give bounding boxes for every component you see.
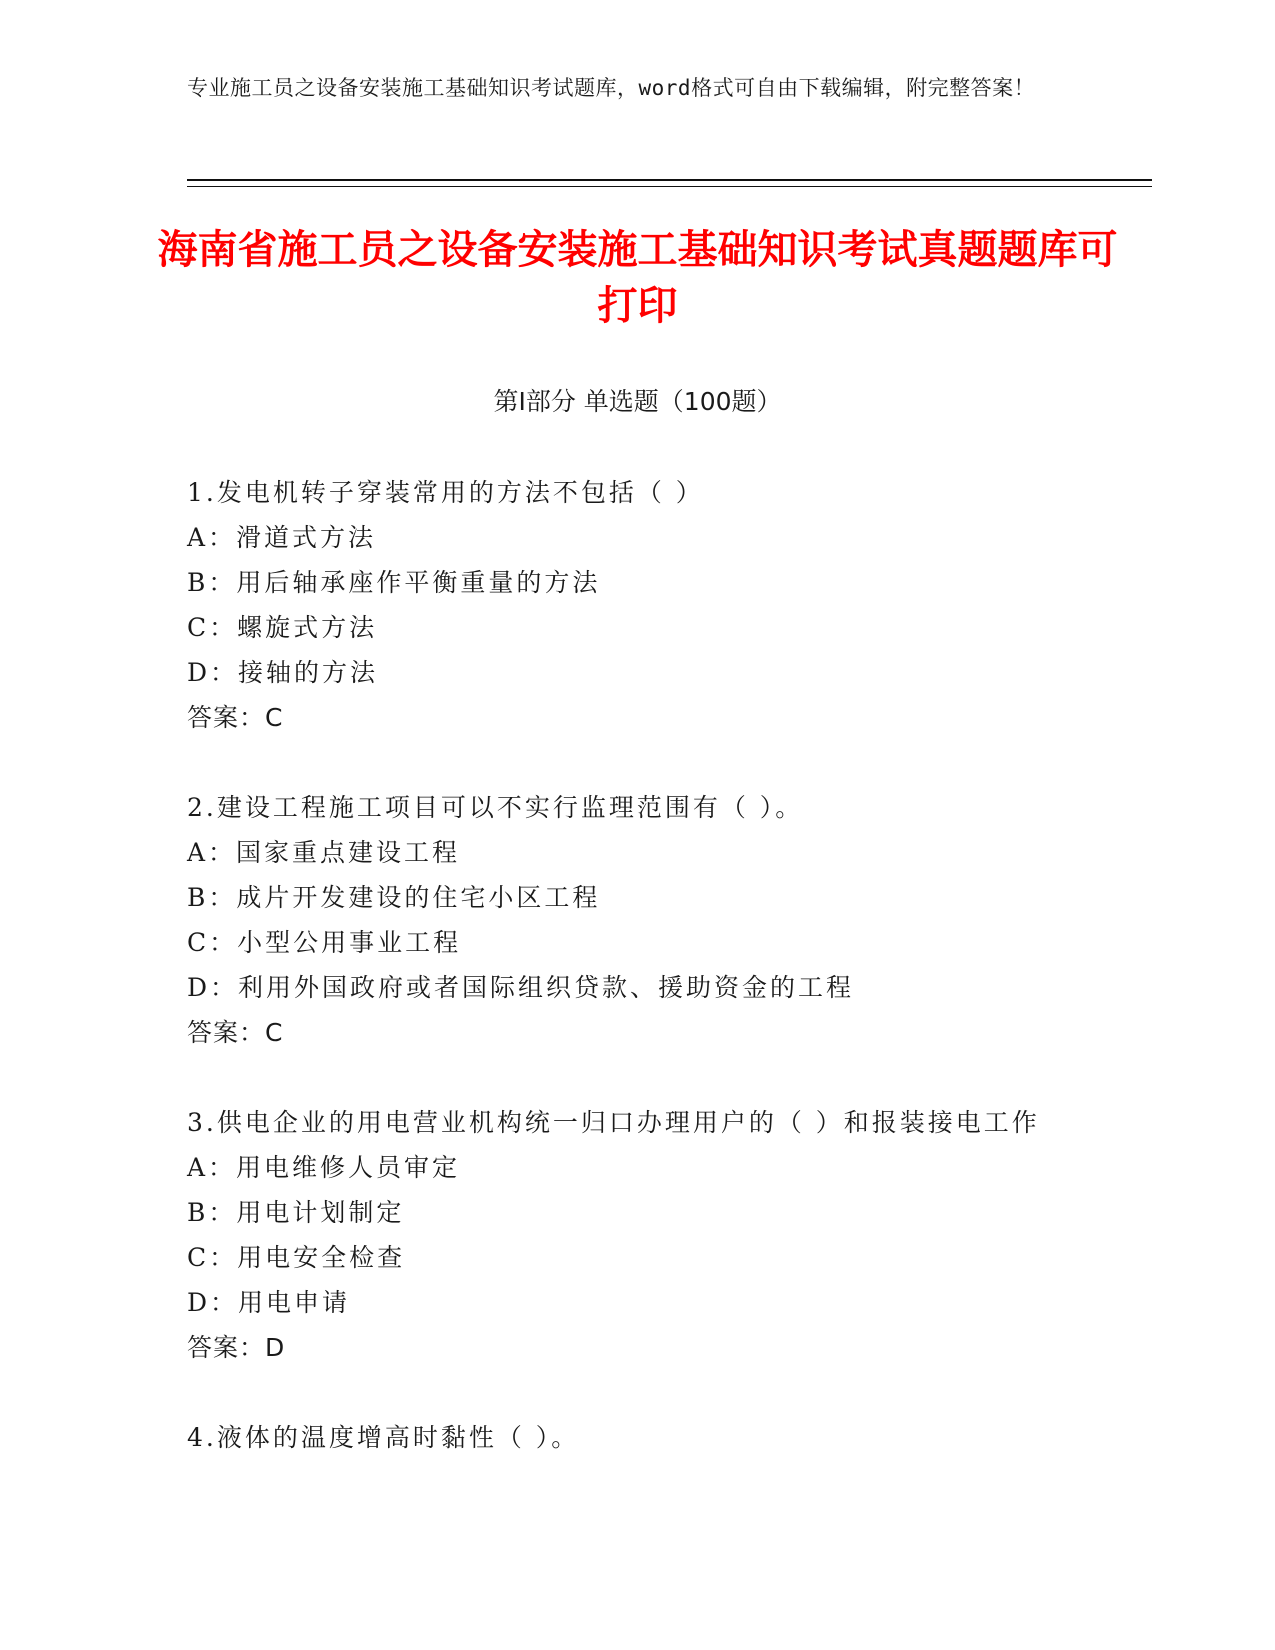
question-list — [187, 470, 1167, 1505]
question-stem: 4.液体的温度增高时黏性（ ）。 — [187, 1423, 580, 1452]
option-d: D：接轴的方法 — [187, 658, 379, 687]
question-2 — [187, 785, 1167, 1055]
option-c: C：小型公用事业工程 — [187, 928, 462, 957]
question-3 — [187, 1100, 1167, 1370]
option-d: D：用电申请 — [187, 1288, 351, 1317]
option-b: B：用后轴承座作平衡重量的方法 — [187, 568, 601, 597]
option-a: A：国家重点建设工程 — [187, 838, 461, 867]
header-rule-thin — [187, 186, 1152, 187]
option-b: B：成片开发建设的住宅小区工程 — [187, 883, 601, 912]
option-d: D：利用外国政府或者国际组织贷款、援助资金的工程 — [187, 973, 855, 1002]
answer-line: 答案：C — [187, 703, 284, 732]
question-stem: 1.发电机转子穿装常用的方法不包括（ ） — [187, 478, 704, 507]
answer-line: 答案：C — [187, 1018, 284, 1047]
header-note: 专业施工员之设备安装施工基础知识考试题库，word格式可自由下载编辑，附完整答案！ — [187, 76, 1036, 100]
document-title: 海南省施工员之设备安装施工基础知识考试真题题库可打印 — [157, 227, 1118, 329]
option-c: C：螺旋式方法 — [187, 613, 378, 642]
option-c: C：用电安全检查 — [187, 1243, 406, 1272]
section-heading: 第Ⅰ部分 单选题（100题） — [493, 387, 782, 416]
option-a: A：滑道式方法 — [187, 523, 377, 552]
question-stem: 2.建设工程施工项目可以不实行监理范围有（ ）。 — [187, 793, 804, 822]
option-a: A：用电维修人员审定 — [187, 1153, 461, 1182]
question-1 — [187, 470, 1167, 740]
answer-line: 答案：D — [187, 1333, 286, 1362]
question-4 — [187, 1415, 1167, 1460]
question-stem: 3.供电企业的用电营业机构统一归口办理用户的（ ）和报装接电工作 — [187, 1108, 1040, 1137]
option-b: B：用电计划制定 — [187, 1198, 405, 1227]
header-rule-thick — [187, 179, 1152, 181]
